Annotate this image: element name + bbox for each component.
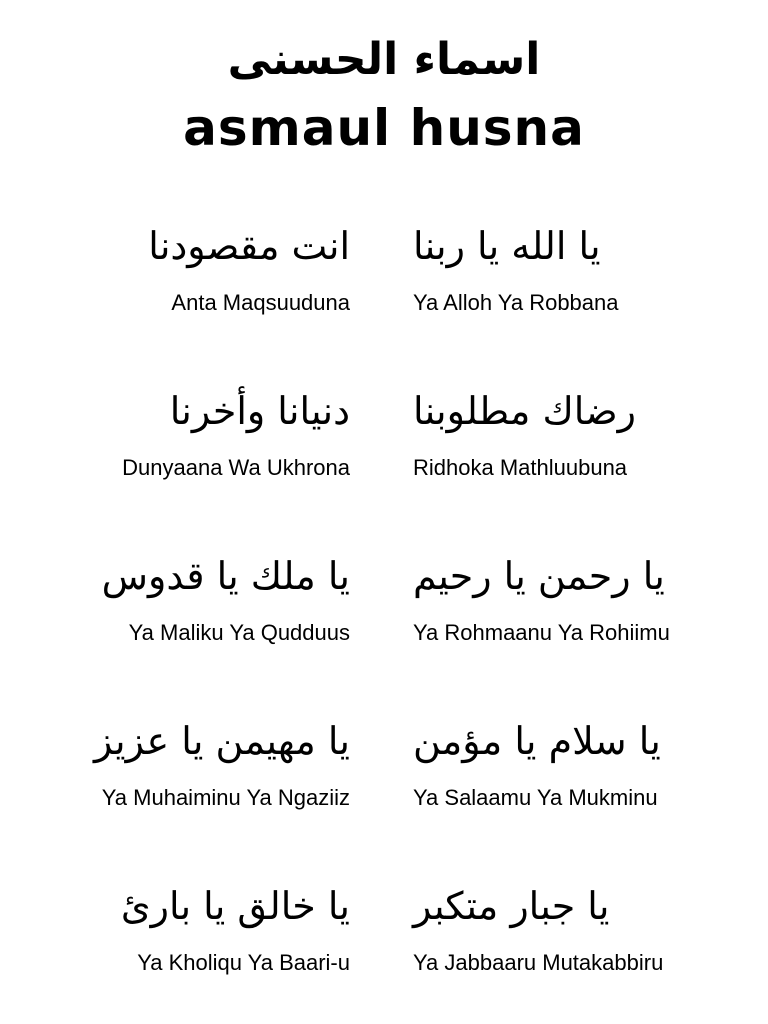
- arabic-name: يا ملك يا قدوس: [101, 554, 350, 598]
- latin-transliteration: Ya Jabbaaru Mutakabbiru: [413, 950, 664, 975]
- latin-transliteration: Dunyaana Wa Ukhrona: [122, 455, 350, 480]
- name-entry: [148, 216, 350, 316]
- arabic-name: رضاك مطلوبنا: [413, 389, 636, 433]
- name-entry: [413, 381, 636, 481]
- name-entry: [413, 216, 619, 316]
- name-entry: [413, 546, 670, 646]
- name-entry: [413, 711, 661, 811]
- arabic-name: انت مقصودنا: [148, 224, 350, 268]
- arabic-name: دنيانا وأخرنا: [169, 389, 350, 433]
- name-entry: [121, 876, 350, 976]
- page-title-arabic: اسماء الحسنى: [227, 34, 541, 85]
- latin-transliteration: Ya Salaamu Ya Mukminu: [413, 785, 658, 810]
- latin-transliteration: Ya Muhaiminu Ya Ngaziiz: [101, 785, 350, 810]
- latin-transliteration: Ya Maliku Ya Qudduus: [128, 620, 350, 645]
- arabic-name: يا رحمن يا رحيم: [413, 554, 665, 598]
- latin-transliteration: Ya Rohmaanu Ya Rohiimu: [413, 620, 670, 645]
- arabic-name: يا الله يا ربنا: [413, 224, 601, 268]
- name-entry: [122, 381, 350, 481]
- arabic-name: يا خالق يا بارئ: [120, 884, 350, 928]
- latin-transliteration: Ya Kholiqu Ya Baari-u: [137, 950, 350, 975]
- name-entry: [102, 546, 350, 646]
- arabic-name: يا مهيمن يا عزيز: [94, 719, 350, 763]
- latin-transliteration: Ridhoka Mathluubuna: [413, 455, 628, 480]
- arabic-name: يا جبار متكبر: [413, 884, 610, 928]
- latin-transliteration: Ya Alloh Ya Robbana: [413, 290, 619, 315]
- latin-transliteration: Anta Maqsuuduna: [171, 290, 350, 315]
- name-entry: [94, 711, 350, 811]
- name-entry: [413, 876, 663, 976]
- page-title-latin: asmaul husna: [183, 99, 585, 157]
- arabic-name: يا سلام يا مؤمن: [413, 719, 661, 763]
